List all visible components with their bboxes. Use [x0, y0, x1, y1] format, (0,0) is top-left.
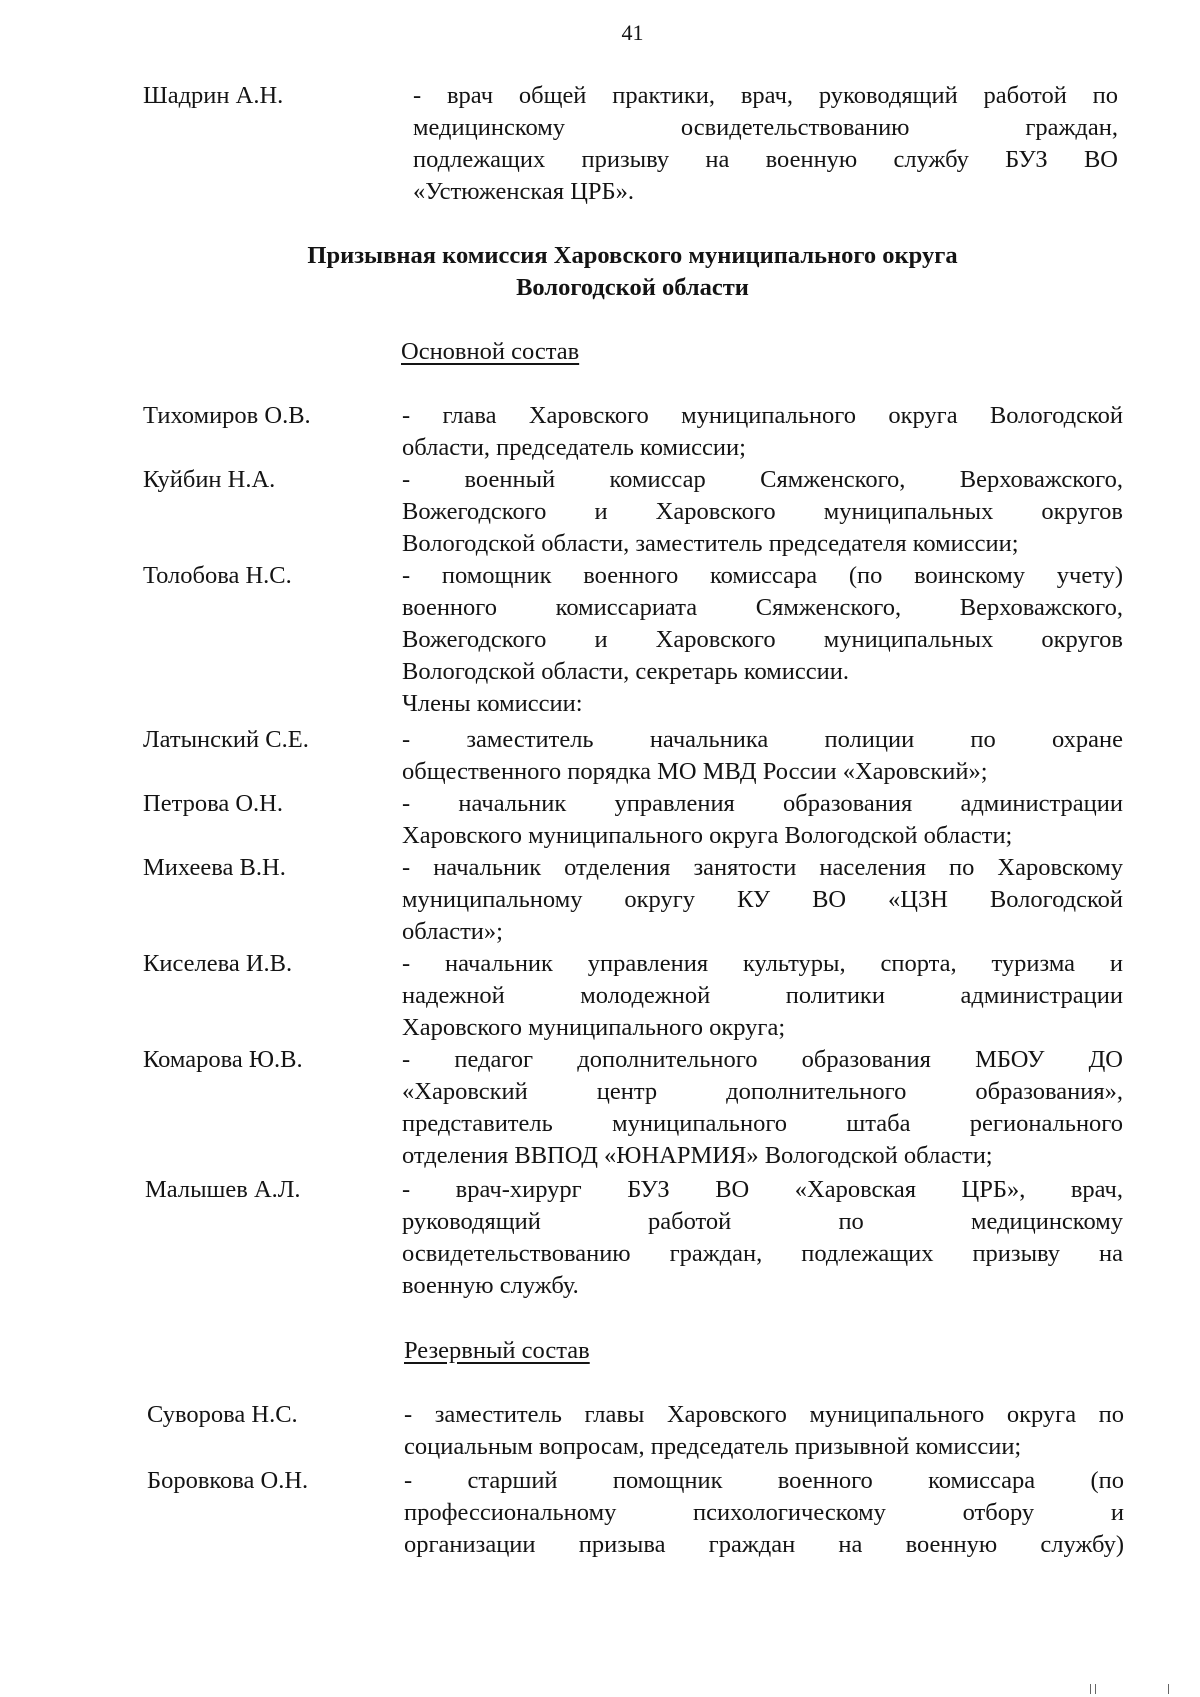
description-line: - начальник управления культуры, спорта, туризма и — [402, 950, 1123, 977]
description-line: Харовского муниципального округа; — [402, 1014, 786, 1041]
entry-name: Толобова Н.С. — [143, 562, 292, 589]
entry-name: Михеева В.Н. — [143, 854, 286, 881]
description-line: надежной молодежной политики администрации — [402, 982, 1123, 1009]
description-line: Вологодской области, заместитель председателя комиссии; — [402, 530, 1019, 557]
description-line: - глава Харовского муниципального округа Вологодской — [402, 402, 1123, 429]
entry-description — [402, 852, 1123, 948]
entry-name: Комарова Ю.В. — [143, 1046, 303, 1073]
entry-description — [402, 400, 1123, 464]
description-line: Вожегодского и Харовского муниципальных округов — [402, 498, 1123, 525]
entry-description — [404, 1399, 1124, 1463]
entry-name: Суворова Н.С. — [147, 1401, 298, 1428]
entry-name: Тихомиров О.В. — [143, 402, 311, 429]
description-line: - врач-хирург БУЗ ВО «Харовская ЦРБ», врач, — [402, 1176, 1123, 1203]
main-entry — [143, 560, 1123, 688]
entry-description — [413, 80, 1118, 208]
main-entry — [143, 724, 1123, 788]
scan-edge-mark — [1090, 1684, 1091, 1694]
main-entry — [145, 1174, 1123, 1302]
scan-edge-mark — [1095, 1684, 1096, 1694]
main-entry — [143, 948, 1123, 1044]
entry-description — [402, 724, 1123, 788]
entry-name: Петрова О.Н. — [143, 790, 283, 817]
reserve-entry — [147, 1465, 1124, 1561]
top-entry — [143, 80, 1118, 210]
entry-name: Киселева И.В. — [143, 950, 293, 977]
entry-description — [402, 1044, 1123, 1172]
description-line: - врач общей практики, врач, руководящий работой по — [413, 82, 1118, 109]
description-line: области»; — [402, 918, 503, 945]
entry-description — [402, 464, 1123, 560]
scan-edge-mark — [1168, 1684, 1169, 1694]
description-line: медицинскому освидетельствованию граждан, — [413, 114, 1118, 141]
entry-description — [404, 1465, 1124, 1561]
entry-description — [402, 1174, 1123, 1302]
entry-name: Малышев А.Л. — [145, 1176, 301, 1203]
commission-title-line-2: Вологодской области — [516, 274, 749, 301]
entry-name: Куйбин Н.А. — [143, 466, 276, 493]
description-line: отделения ВВПОД «ЮНАРМИЯ» Вологодской области; — [402, 1142, 993, 1169]
reserve-section-title: Резервный состав — [404, 1337, 590, 1364]
page-number: 41 — [621, 20, 644, 45]
description-line: - заместитель начальника полиции по охране — [402, 726, 1123, 753]
description-line: представитель муниципального штаба регионального — [402, 1110, 1123, 1137]
description-line: - заместитель главы Харовского муниципального округа по — [404, 1401, 1124, 1428]
entry-name: Шадрин А.Н. — [143, 82, 284, 109]
description-line: Вожегодского и Харовского муниципальных округов — [402, 626, 1123, 653]
main-section-title: Основной состав — [401, 338, 580, 365]
entry-name: Латынский С.Е. — [143, 726, 309, 753]
entry-description — [402, 560, 1123, 688]
members-label-row — [402, 688, 1123, 720]
reserve-entry — [147, 1399, 1124, 1463]
main-entry — [143, 852, 1123, 948]
entry-name: Боровкова О.Н. — [147, 1467, 309, 1494]
main-entry — [143, 464, 1123, 560]
description-line: подлежащих призыву на военную службу БУЗ ВО — [413, 146, 1118, 173]
description-line: организации призыва граждан на военную службу) — [404, 1531, 1124, 1558]
commission-title-line-1: Призывная комиссия Харовского муниципального округа — [307, 242, 958, 269]
description-line: муниципальному округу КУ ВО «ЦЗН Вологодской — [402, 886, 1123, 913]
description-line: «Харовский центр дополнительного образования», — [402, 1078, 1123, 1105]
members-label: Члены комиссии: — [402, 690, 583, 717]
description-line: военную службу. — [402, 1272, 579, 1299]
description-line: профессиональному психологическому отбору и — [404, 1499, 1124, 1526]
description-line: - военный комиссар Сямженского, Верховажского, — [402, 466, 1123, 493]
main-entry — [143, 788, 1123, 852]
main-entry — [143, 1044, 1123, 1172]
description-line: общественного порядка МО МВД России «Харовский»; — [402, 758, 988, 785]
description-line: военного комиссариата Сямженского, Верховажского, — [402, 594, 1123, 621]
description-line: Вологодской области, секретарь комиссии. — [402, 658, 850, 685]
description-line: - педагог дополнительного образования МБОУ ДО — [402, 1046, 1123, 1073]
description-line: области, председатель комиссии; — [402, 434, 746, 461]
description-line: освидетельствованию граждан, подлежащих призыву на — [402, 1240, 1123, 1267]
description-line: социальным вопросам, председатель призывной комиссии; — [404, 1433, 1022, 1460]
description-line: - старший помощник военного комиссара (по — [404, 1467, 1124, 1494]
description-line: - начальник управления образования администрации — [402, 790, 1123, 817]
description-line: - начальник отделения занятости населения по Харовскому — [402, 854, 1123, 881]
main-entry — [143, 400, 1123, 464]
description-line: - помощник военного комиссара (по воинскому учету) — [402, 562, 1123, 589]
description-line: «Устюженская ЦРБ». — [413, 178, 634, 205]
description-line: руководящий работой по медицинскому — [402, 1208, 1123, 1235]
entry-description — [402, 948, 1123, 1044]
description-line: Харовского муниципального округа Вологодской области; — [402, 822, 1013, 849]
entry-description — [402, 788, 1123, 852]
